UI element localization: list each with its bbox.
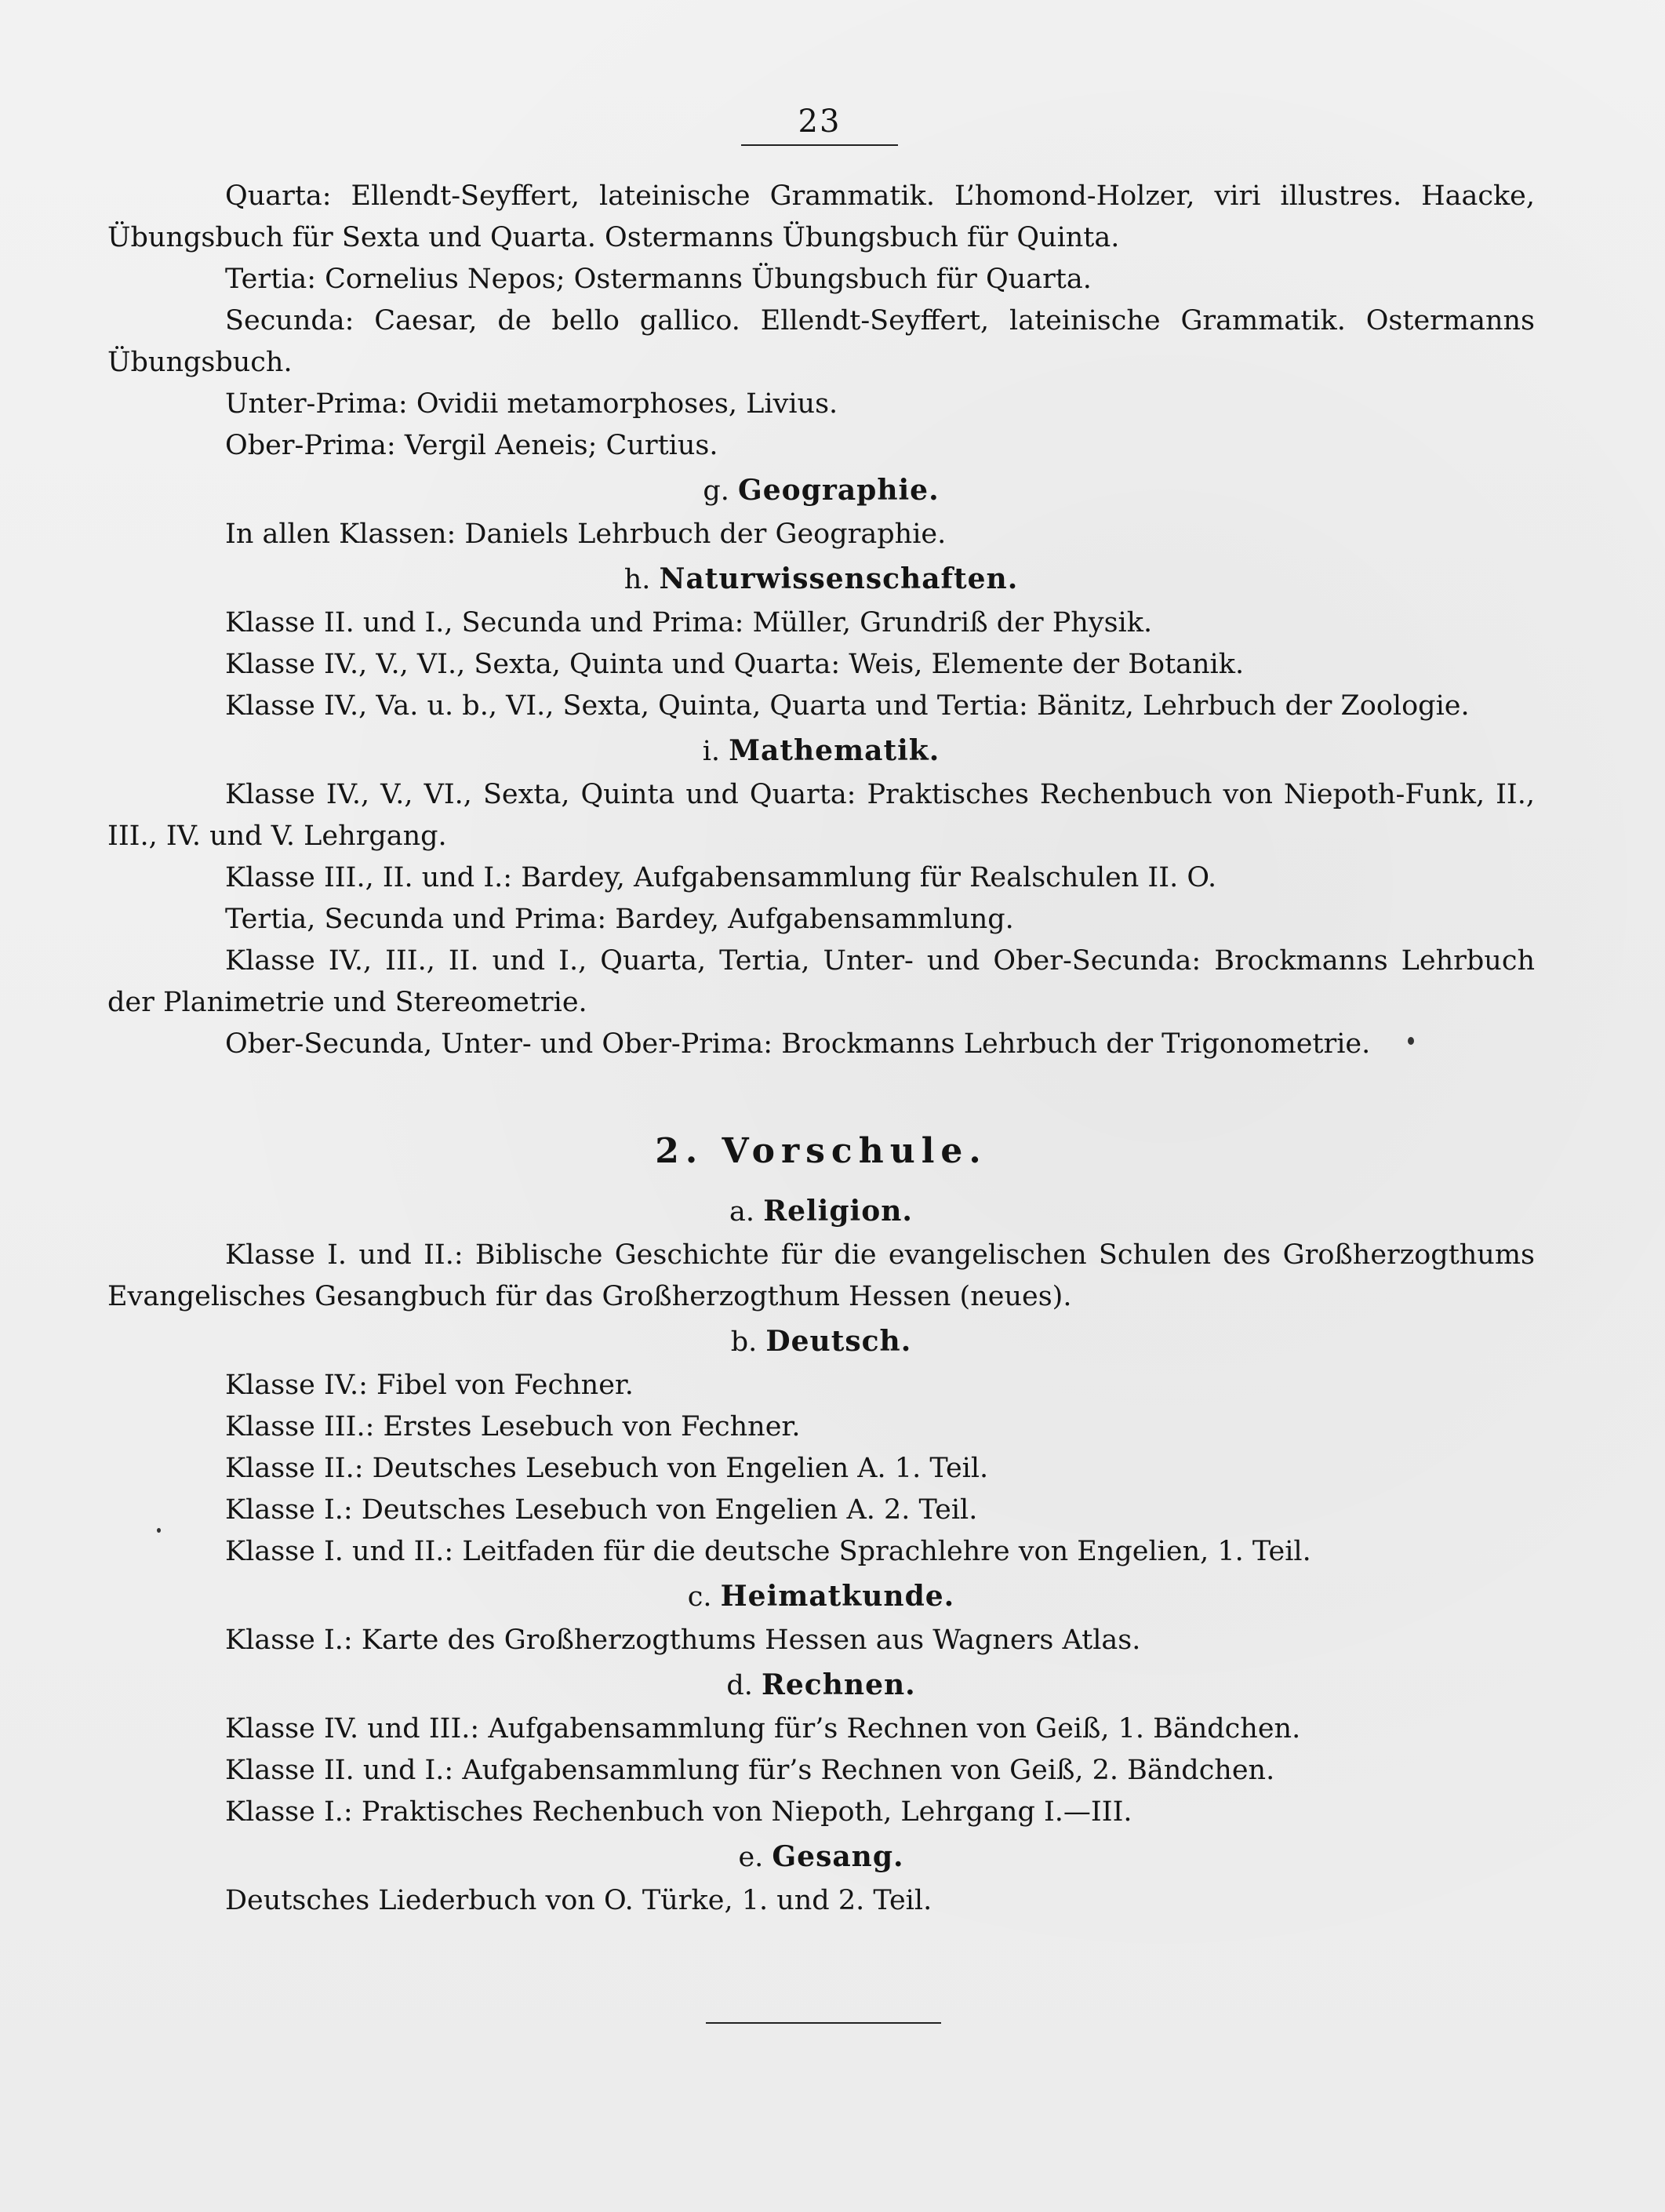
section-heading-rechnen [107,1661,1535,1708]
text-line: Klasse I.: Karte des Großherzogthums Hessen aus Wagners Atlas. [225,1624,1141,1656]
section-heading-religion [107,1188,1535,1235]
section-heading-geographie [107,467,1535,514]
religion-lines [107,1235,1535,1318]
text-line: Klasse I. und II.: Leitfaden für die deutsche Sprachlehre von Engelien, 1. Teil. [225,1536,1311,1567]
section-heading-heimatkunde [107,1573,1535,1620]
text-line: Klasse IV.: Fibel von Fechner. [225,1370,634,1401]
section-title: Deutsch. [765,1325,912,1358]
section-letter: d. [726,1670,753,1701]
deutsch-lines [107,1365,1535,1573]
print-speck [157,1528,161,1533]
section-title: Rechnen. [761,1668,916,1701]
section-letter: e. [738,1842,764,1873]
section-title: Gesang. [772,1840,904,1873]
latin-section-tail [107,176,1535,467]
text-line: Klasse IV., V., VI., Sexta, Quinta und Quarta: Weis, Elemente der Botanik. [225,649,1245,680]
text-line: Klasse II. und I., Secunda und Prima: Müller, Grundriß der Physik. [225,607,1153,638]
vorschule-heading: 2. Vorschule. [655,1131,987,1171]
section-title: Religion. [763,1195,913,1228]
mathematik-lines [107,774,1535,1065]
text-line: Übungsbuch. [107,347,293,378]
print-speck [1408,1037,1414,1045]
text-line: Tertia, Secunda und Prima: Bardey, Aufgabensammlung. [225,904,1014,935]
section-title: Heimatkunde. [720,1580,955,1613]
text-line: Unter-Prima: Ovidii metamorphoses, Livius. [225,388,838,420]
geographie-lines [107,514,1535,555]
text-line: Deutsches Liederbuch von O. Türke, 1. und 2. Teil. [225,1885,932,1916]
text-line: Klasse I. und II.: Biblische Geschichte für die evangelischen Schulen des Großherzogthums [225,1239,1535,1271]
heimatkunde-lines [107,1620,1535,1661]
text-line: Klasse I.: Deutsches Lesebuch von Engelien A. 2. Teil. [225,1494,978,1526]
text-line: Klasse II. und I.: Aufgabensammlung für’s Rechnen von Geiß, 2. Bändchen. [225,1755,1275,1786]
section-heading-naturwissenschaften [107,555,1535,602]
text-line: Klasse IV., V., VI., Sexta, Quinta und Quarta: Praktisches Rechenbuch von Niepoth-Funk, II., [225,779,1535,810]
text-line: Ober-Secunda, Unter- und Ober-Prima: Brockmanns Lehrbuch der Trigonometrie. [225,1028,1371,1060]
text-line: Evangelisches Gesangbuch für das Großherzogthum Hessen (neues). [107,1281,1072,1312]
page-number-rule [741,144,898,146]
text-line: Klasse I.: Praktisches Rechenbuch von Niepoth, Lehrgang I.—III. [225,1796,1132,1828]
text-line: Klasse IV., Va. u. b., VI., Sexta, Quinta, Quarta und Tertia: Bänitz, Lehrbuch der Zoologie. [225,690,1470,722]
text-line: Klasse II.: Deutsches Lesebuch von Engelien A. 1. Teil. [225,1453,989,1484]
text-line: Ober-Prima: Vergil Aeneis; Curtius. [225,430,718,461]
section-letter: i. [702,736,721,767]
section-letter: h. [623,564,651,595]
section-title: Naturwissenschaften. [659,562,1019,595]
naturwissenschaften-lines [107,602,1535,727]
page-content [107,176,1535,1922]
text-line: der Planimetrie und Stereometrie. [107,987,587,1018]
gesang-lines [107,1880,1535,1922]
text-line: Tertia: Cornelius Nepos; Ostermanns Übungsbuch für Quarta. [225,264,1092,295]
section-letter: c. [687,1581,712,1613]
text-line: In allen Klassen: Daniels Lehrbuch der Geographie. [225,518,947,550]
section-heading-gesang [107,1833,1535,1880]
rechnen-lines [107,1708,1535,1833]
section-heading-mathematik [107,727,1535,774]
end-rule [706,2022,941,2024]
section-letter: b. [730,1326,758,1358]
text-line: Klasse IV. und III.: Aufgabensammlung für’s Rechnen von Geiß, 1. Bändchen. [225,1713,1301,1744]
page-number: 23 [798,104,842,140]
text-line: Klasse IV., III., II. und I., Quarta, Tertia, Unter- und Ober-Secunda: Brockmanns Lehrbuch [225,945,1535,977]
text-line: Klasse III., II. und I.: Bardey, Aufgabensammlung für Realschulen II. O. [225,862,1217,893]
text-line: Quarta: Ellendt-Seyffert, lateinische Grammatik. L’homond-Holzer, viri illustres. Haacke, [225,180,1535,212]
text-line: Klasse III.: Erstes Lesebuch von Fechner. [225,1411,801,1443]
text-line: Secunda: Caesar, de bello gallico. Ellendt-Seyffert, lateinische Grammatik. Ostermanns [225,305,1535,337]
section-heading-deutsch [107,1318,1535,1365]
section-letter: g. [703,475,729,507]
section-letter: a. [729,1196,755,1228]
section-title: Geographie. [738,474,940,507]
text-line: III., IV. und V. Lehrgang. [107,820,447,852]
section-title: Mathematik. [729,734,940,767]
text-line: Übungsbuch für Sexta und Quarta. Ostermanns Übungsbuch für Quinta. [107,222,1120,253]
